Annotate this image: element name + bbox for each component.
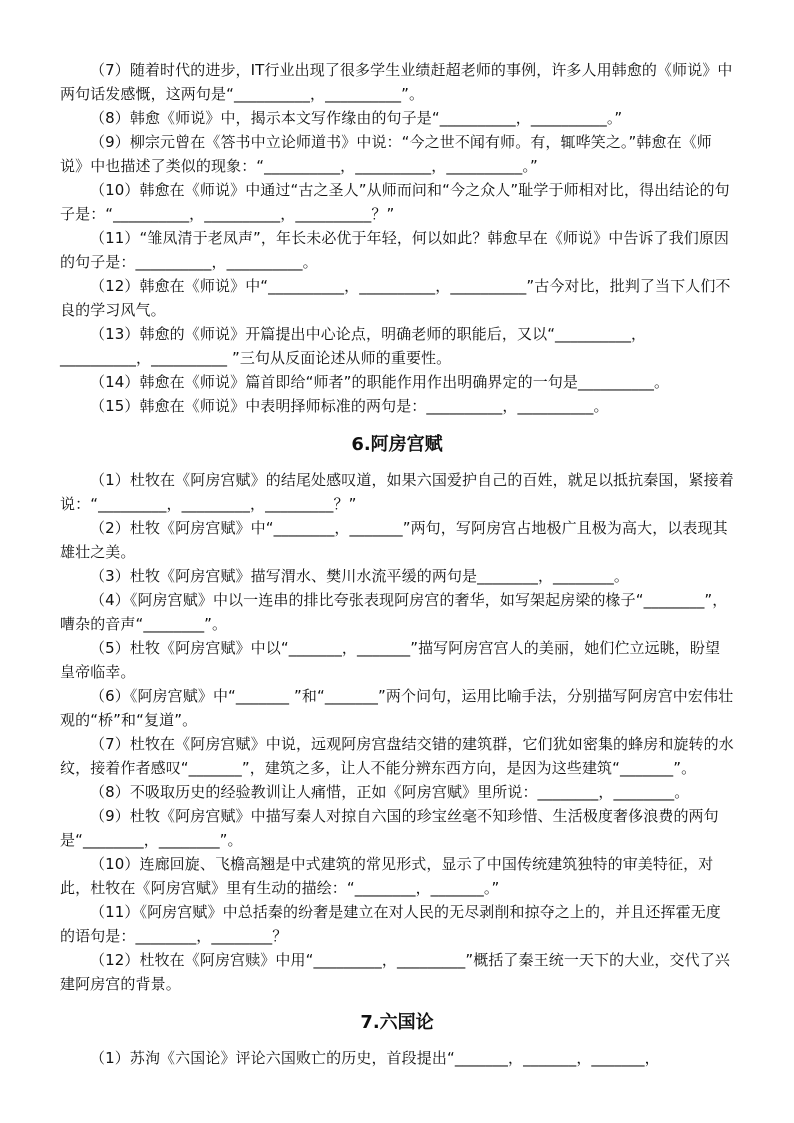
question-6-5: （5）杜牧《阿房宫赋》中以“_______，_______”描写阿房宫宫人的美丽，她们伫立远眺，盼望皇帝临幸。 <box>60 639 721 681</box>
question-6-4: （4）《阿房宫赋》中以一连串的排比夸张表现阿房宫的奢华，如写架起房梁的椽子“________”，嘈杂的音声“________”。 <box>60 591 728 633</box>
question-5-9: （9）柳宗元曾在《答书中立论师道书》中说：“今之世不闻有师。有，辄哗笑之。”韩愈在《师说》中也描述了类似的现象：“__________，__________，__________。” <box>60 133 712 175</box>
question-6-12: （12）杜牧在《阿房宫赎》中用“_________，_________”概括了秦王统一天下的大业，交代了兴建阿房宫的背景。 <box>60 951 730 993</box>
section-7-title: 7.六国论 <box>360 1012 434 1033</box>
question-5-15: （15）韩愈在《师说》中表明择师标准的两句是：__________，__________。 <box>90 397 609 415</box>
section-6-title: 6.阿房宫赋 <box>351 434 443 455</box>
question-7-1: （1）苏洵《六国论》评论六国败亡的历史，首段提出“_______，_______，_______， <box>90 1049 660 1067</box>
question-5-8: （8）韩愈《师说》中，揭示本文写作缘由的句子是“__________，__________。” <box>90 109 623 127</box>
question-6-6: （6）《阿房宫赋》中“_______ ”和“_______”两个问句，运用比喻手法，分别描写阿房宫中宏伟壮观的“桥”和“复道”。 <box>60 687 734 729</box>
question-6-7: （7）杜牧在《阿房宫赋》中说，远观阿房宫盘结交错的建筑群，它们犹如密集的蜂房和旋转的水纹，接着作者感叹“_______”，建筑之多，让人不能分辨东西方向，是因为这些建筑“_______”。 <box>60 735 734 777</box>
question-6-2: （2）杜牧《阿房宫赋》中“________，_______”两句，写阿房宫占地极广且极为高大，以表现其雄壮之美。 <box>60 519 728 561</box>
question-5-10: （10）韩愈在《师说》中通过“古之圣人”从师而问和“今之众人”耻学于师相对比，得出结论的句子是：“__________，__________，__________？” <box>60 181 730 223</box>
question-6-11: （11）《阿房宫赋》中总括秦的纷奢是建立在对人民的无尽剥削和掠夺之上的，并且还挥霍无度的语句是：________，________？ <box>60 903 721 945</box>
question-6-8: （8）不吸取历史的经验教训让人痛惜，正如《阿房宫赋》里所说：________，________。 <box>90 783 690 801</box>
question-6-1: （1）杜牧在《阿房宫赋》的结尾处感叹道，如果六国爱护自己的百姓，就足以抵抗秦国，紧接着说：“_________，_________，_________？” <box>60 471 734 513</box>
question-6-3: （3）杜牧《阿房宫赋》描写渭水、樊川水流平缓的两句是________，________。 <box>90 567 629 585</box>
question-5-14: （14）韩愈在《师说》篇首即给“师者”的职能作用作出明确界定的一句是__________。 <box>90 373 670 391</box>
question-5-11: （11）“雏凤清于老凤声”，年长未必优于年轻，何以如此？韩愈早在《师说》中告诉了我们原因的句子是：__________，__________。 <box>60 229 730 271</box>
question-5-12: （12）韩愈在《师说》中“__________，__________，__________”古今对比，批判了当下人们不良的学习风气。 <box>60 277 731 319</box>
question-6-9: （9）杜牧《阿房宫赋》中描写秦人对掠自六国的珍宝丝毫不知珍惜、生活极度奢侈浪费的两句是“________，________”。 <box>60 807 719 849</box>
question-5-13: （13）韩愈的《师说》开篇提出中心论点，明确老师的职能后，又以“__________，__________，__________ ”三句从反面论述从师的重要性。 <box>60 325 647 367</box>
question-5-7: （7）随着时代的进步，IT行业出现了很多学生业绩赶超老师的事例，许多人用韩愈的《师说》中两句话发感慨，这两句是“__________，__________”。 <box>60 61 733 103</box>
question-6-10: （10）连廊回旋、飞檐高翘是中式建筑的常见形式，显示了中国传统建筑独特的审美特征，对此，杜牧在《阿房宫赋》里有生动的描绘：“________，_______。” <box>60 855 714 897</box>
